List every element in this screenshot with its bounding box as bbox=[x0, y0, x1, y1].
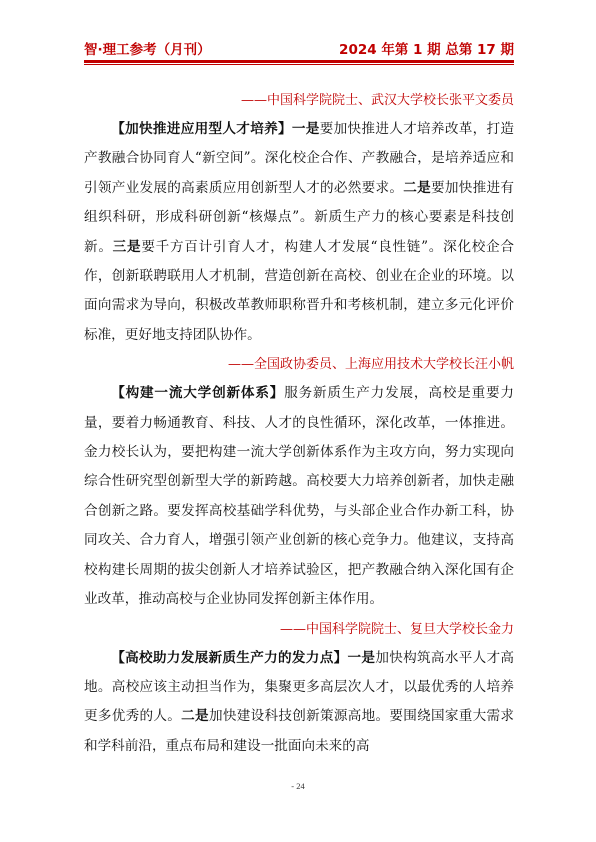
journal-title: 智·理工参考（月刊） bbox=[84, 42, 211, 58]
paragraph-innovation-system bbox=[84, 379, 514, 614]
attribution-wang-xiaofan: ——全国政协委员、上海应用技术大学校长汪小帆 bbox=[227, 357, 514, 373]
paragraph-applied-talent bbox=[84, 115, 514, 350]
heading-new-productivity: 【高校助力发展新质生产力的发力点】 bbox=[111, 649, 348, 666]
header-rule-thick bbox=[84, 60, 514, 63]
heading-innovation-system: 【构建一流大学创新体系】 bbox=[111, 385, 285, 402]
header-rule-thin bbox=[84, 64, 514, 65]
page-header bbox=[84, 38, 514, 58]
point-one-text: 要加快推进人才培养改革，打造产教融合协同育人“新空间”。深化校企合作、产教融合，是培养适应和引领产业发展的高素质应用创新型人才的必然要求。 bbox=[84, 121, 515, 196]
attribution-jin-li: ——中国科学院院士、复旦大学校长金力 bbox=[279, 621, 514, 637]
issue-info: 2024 年第 1 期 总第 17 期 bbox=[339, 42, 514, 58]
point-two-label: 二是 bbox=[403, 179, 432, 196]
point-two-label: 二是 bbox=[181, 708, 209, 725]
point-two-text: 要加快推进有组织科研，形成科研创新“核爆点”。新质生产力的核心要素是科技创新。 bbox=[84, 179, 515, 255]
paragraph-new-productivity bbox=[84, 644, 514, 762]
point-one-label: 一是 bbox=[291, 121, 320, 137]
point-one-label: 一是 bbox=[347, 649, 376, 666]
heading-applied-talent: 【加快推进应用型人才培养】 bbox=[111, 121, 292, 137]
attribution-zhang-pingwen: ——中国科学院院士、武汉大学校长张平文委员 bbox=[240, 93, 514, 108]
page-number: - 24 bbox=[291, 781, 305, 791]
point-three-label: 三是 bbox=[112, 238, 142, 255]
point-two-text: 加快建设科技创新策源高地。要围绕国家重大需求和学科前沿，重点布局和建设一批面向未来的高 bbox=[84, 708, 515, 754]
article-body bbox=[84, 86, 514, 761]
point-three-text: 要千方百计引育人才，构建人才发展“良性链”。深化校企合作，创新联聘联用人才机制，营造创新在高校、创业在企业的环境。以面向需求为导向，积极改革教师职称晋升和考核机制，建立多元化评价标准，更好地支持团队协作。 bbox=[84, 238, 515, 343]
point-one-text: 加快构筑高水平人才高地。高校应该主动担当作为，集聚更多高层次人才，以最优秀的人培养更多优秀的人。 bbox=[84, 649, 515, 725]
innovation-system-text: 服务新质生产力发展，高校是重要力量，要着力畅通教育、科技、人才的良性循环，深化改革，一体推进。金力校长认为，要把构建一流大学创新体系作为主攻方向，努力实现向综合性研究型创新型大学的新跨越。高校要大力培养创新者，加快走融合创新之路。要发挥高校基础学科优势，与头部企业合作办新工科，协同攻关、合力育人，增强引领产业创新的核心竞争力。他建议，支持高校构建长周期的拔尖创新人才培养试验区，把产教融合纳入深化国有企业改革，推动高校与企业协同发挥创新主体作用。 bbox=[84, 385, 515, 608]
